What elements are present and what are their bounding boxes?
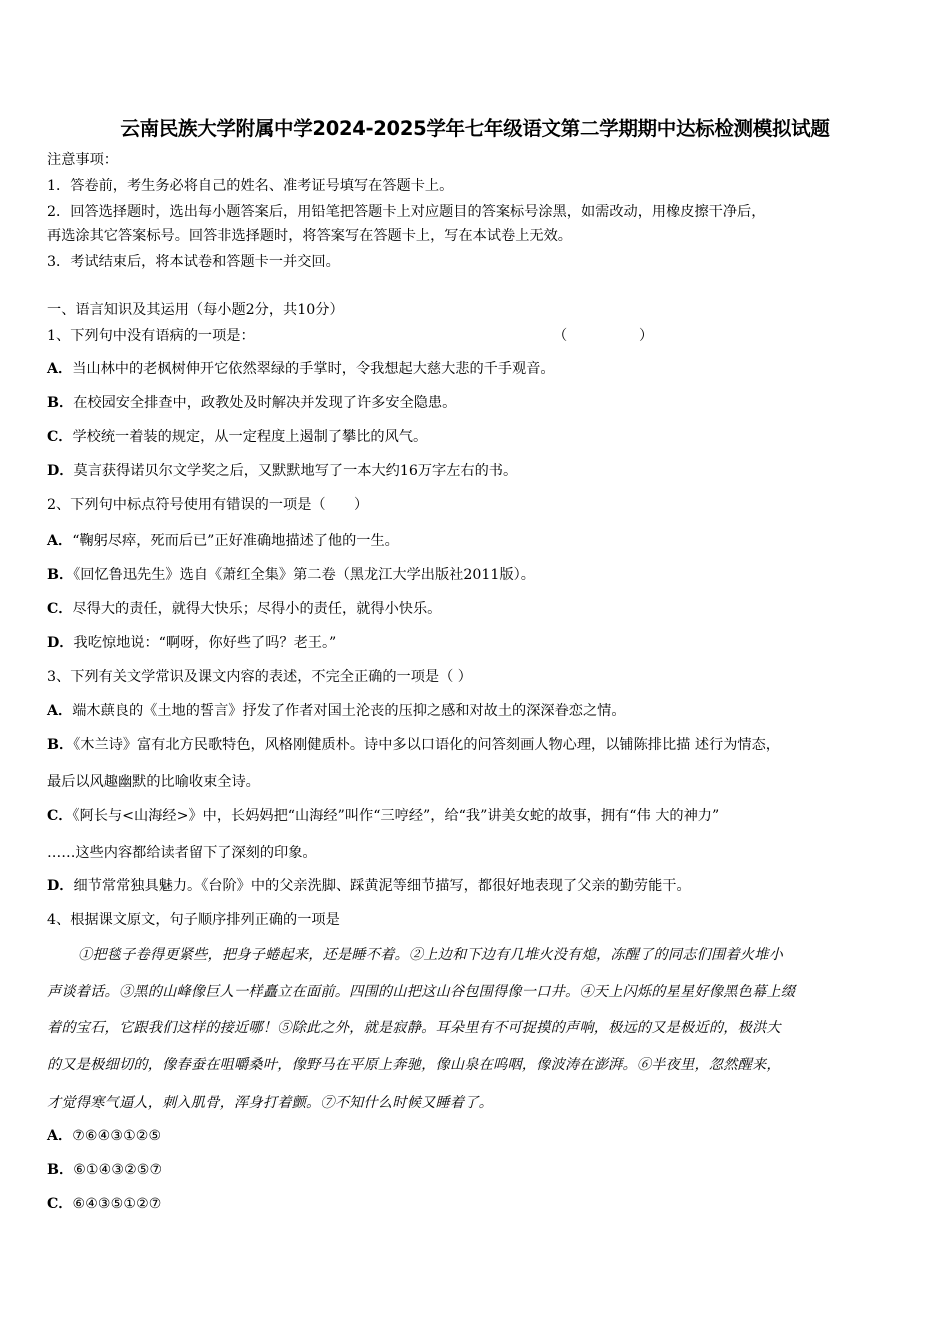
option-label: A．	[47, 703, 73, 719]
option-continuation: 最后以风趣幽默的比喻收束全诗。	[47, 774, 260, 790]
option-line	[47, 566, 535, 584]
option-line	[47, 634, 336, 652]
question-stem	[47, 327, 907, 345]
option-text: ⑦⑥④③①②⑤	[72, 1128, 162, 1144]
option-line	[47, 600, 441, 618]
option-label: C．	[47, 429, 73, 445]
option-line	[47, 394, 456, 412]
notice-item: 1．答卷前，考生务必将自己的姓名、准考证号填写在答题卡上。	[47, 178, 454, 194]
passage-line: 的又是极细切的，像春蚕在咀嚼桑叶，像野马在平原上奔驰，像山泉在呜咽，像波涛在澎湃。⑥半夜里，忽然醒来，	[47, 1057, 781, 1073]
passage-line: 声谈着话。③黑的山峰像巨人一样矗立在面前。四围的山把这山谷包围得像一口井。④天上闪烁的星星好像黑色幕上缀	[47, 984, 796, 1000]
notice-heading: 注意事项：	[47, 152, 118, 168]
option-text: 《阿长与<山海经>》中，长妈妈把“山海经”叫作“三哼经”，给“我”讲美女蛇的故事，拥有“伟 大的神力”	[72, 808, 720, 824]
option-continuation: ……这些内容都给读者留下了深刻的印象。	[47, 845, 317, 861]
option-line	[47, 702, 626, 720]
option-text: ⑥①④③②⑤⑦	[73, 1162, 163, 1178]
option-label: D．	[47, 878, 74, 894]
question-stem: 4、根据课文原文，句子顺序排列正确的一项是	[47, 912, 340, 928]
answer-paren-open: （	[553, 328, 568, 344]
option-label: B．	[47, 395, 74, 411]
option-label: C．	[47, 601, 73, 617]
passage-line: 才觉得寒气逼人，刺入肌骨，浑身打着颤。⑦不知什么时候又睡着了。	[47, 1095, 494, 1111]
option-line	[47, 1161, 162, 1179]
option-text: 尽得大的责任，就得大快乐；尽得小的责任，就得小快乐。	[72, 601, 442, 617]
option-line	[47, 532, 399, 550]
option-label: C．	[47, 1196, 73, 1212]
question-stem: 3、下列有关文学常识及课文内容的表述，不完全正确的一项是（ ）	[47, 669, 472, 685]
option-text: “鞠躬尽瘁，死而后已”正好准确地描述了他的一生。	[72, 533, 399, 549]
option-text: 细节常常独具魅力。《台阶》中的父亲洗脚、踩黄泥等细节描写，都很好地表现了父亲的勤劳能干。	[73, 878, 691, 894]
option-line	[47, 462, 517, 480]
option-text: 在校园安全排查中，政教处及时解决并发现了许多安全隐患。	[73, 395, 457, 411]
exam-title: 云南民族大学附属中学2024-2025学年七年级语文第二学期期中达标检测模拟试题	[120, 117, 830, 140]
option-text: ⑥④③⑤①②⑦	[72, 1196, 162, 1212]
option-label: B．	[47, 567, 74, 583]
answer-paren-close: ）	[639, 328, 654, 344]
option-label: D．	[47, 635, 74, 651]
passage-line: ①把毯子卷得更紧些，把身子蜷起来，还是睡不着。②上边和下边有几堆火没有熄，冻醒了的同志们围着火堆小	[78, 947, 783, 963]
option-label: A．	[47, 533, 73, 549]
option-text: 莫言获得诺贝尔文学奖之后，又默默地写了一本大约16万字左右的书。	[73, 463, 518, 479]
option-text: 学校统一着装的规定，从一定程度上遏制了攀比的风气。	[72, 429, 428, 445]
section-heading: 一、语言知识及其运用（每小题2分，共10分）	[47, 302, 344, 318]
option-text: 《回忆鲁迅先生》选自《萧红全集》第二卷（黑龙江大学出版社2011版）。	[73, 567, 535, 583]
option-label: A．	[47, 361, 73, 377]
option-line	[47, 877, 691, 895]
notice-item: 再选涂其它答案标号。回答非选择题时，将答案写在答题卡上，写在本试卷上无效。	[47, 228, 572, 244]
option-label: A．	[47, 1128, 73, 1144]
option-text: 端木蕻良的《土地的誓言》抒发了作者对国土沦丧的压抑之感和对故土的深深眷恋之情。	[72, 703, 626, 719]
option-line	[47, 1195, 162, 1213]
option-line	[47, 428, 427, 446]
option-label: D．	[47, 463, 74, 479]
passage-line: 着的宝石，它跟我们这样的接近哪！⑤除此之外，就是寂静。耳朵里有不可捉摸的声响，极远的又是极近的，极洪大	[47, 1020, 781, 1036]
notice-item: 2．回答选择题时，选出每小题答案后，用铅笔把答题卡上对应题目的答案标号涂黑，如需改动，用橡皮擦干净后，	[47, 204, 766, 220]
notice-item: 3．考试结束后，将本试卷和答题卡一并交回。	[47, 254, 340, 270]
option-text: 我吃惊地说：“啊呀，你好些了吗？老王。”	[73, 635, 337, 651]
option-text: 《木兰诗》富有北方民歌特色，风格刚健质朴。诗中多以口语化的问答刻画人物心理，以铺陈排比描 述行为情态，	[73, 737, 780, 753]
option-text: 当山林中的老枫树伸开它依然翠绿的手掌时，令我想起大慈大悲的千手观音。	[72, 361, 555, 377]
question-stem: 2、下列句中标点符号使用有错误的一项是（ ）	[47, 497, 369, 513]
question-stem-text: 1、下列句中没有语病的一项是：	[47, 328, 255, 344]
option-line	[47, 360, 555, 378]
option-line	[47, 736, 780, 754]
option-label: C．	[47, 808, 73, 824]
option-line	[47, 1127, 161, 1145]
option-label: B．	[47, 1162, 74, 1178]
option-line	[47, 807, 719, 825]
option-label: B．	[47, 737, 74, 753]
